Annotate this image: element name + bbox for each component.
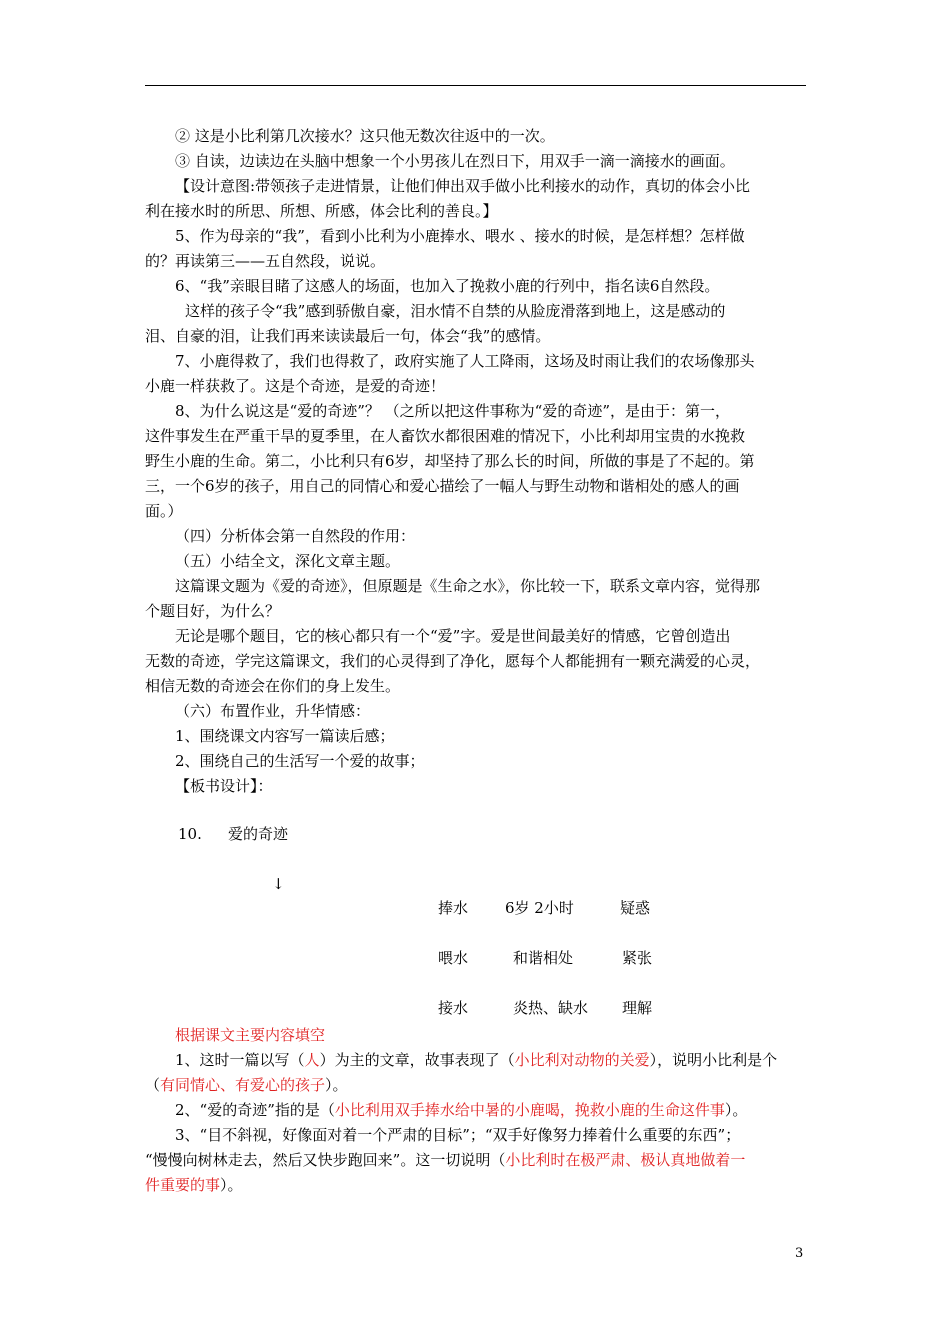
exercise-question-3-end: 件重要的事）。 bbox=[145, 1176, 243, 1194]
exercise-question-2: 2、“爱的奇迹”指的是（小比利用双手捧水给中暑的小鹿喝，挽救小鹿的生命这件事）。 bbox=[175, 1101, 748, 1119]
text-line: ② 这是小比利第几次接水？这只他无数次往返中的一次。 bbox=[175, 127, 555, 145]
board-cell: 喂水 bbox=[438, 949, 469, 967]
exercise-question-3-cont: “慢慢向树林走去，然后又快步跑回来”。这一切说明（小比利时在极严肃、极认真地做着一 bbox=[145, 1151, 746, 1169]
text-line: 泪、自豪的泪，让我们再来读读最后一句，体会“我”的感情。 bbox=[145, 327, 551, 345]
section-heading: （六）布置作业，升华情感： bbox=[175, 702, 371, 720]
text-line: 的？再读第三——五自然段，说说。 bbox=[145, 252, 386, 270]
section-heading: （四）分析体会第一自然段的作用： bbox=[175, 527, 416, 545]
header-rule bbox=[145, 85, 806, 86]
board-design-heading: 【板书设计】： bbox=[175, 777, 273, 795]
answer: 小比利用双手捧水给中暑的小鹿喝，挽救小鹿的生命这件事 bbox=[334, 1101, 725, 1119]
board-cell: 疑惑 bbox=[620, 899, 651, 917]
exercise-question-1: 1、这时一篇以写（人）为主的文章，故事表现了（小比利对动物的关爱），说明小比利是个 bbox=[175, 1051, 778, 1069]
section-heading: （五）小结全文，深化文章主题。 bbox=[175, 552, 401, 570]
design-intent-line: 【设计意图:带领孩子走进情景，让他们伸出双手做小比利接水的动作，真切的体会小比 bbox=[175, 177, 751, 195]
text-line: 面。） bbox=[145, 502, 183, 520]
exercise-question-1-cont: （有同情心、有爱心的孩子）。 bbox=[145, 1076, 348, 1094]
text-line: 6、“我”亲眼目睹了这感人的场面，也加入了挽救小鹿的行列中，指名读6自然段。 bbox=[175, 277, 720, 295]
board-cell: 和谐相处 bbox=[513, 949, 574, 967]
page-number: 3 bbox=[795, 1246, 804, 1261]
board-title: 爱的奇迹 bbox=[228, 825, 289, 843]
answer: 小比利对动物的关爱 bbox=[514, 1051, 650, 1069]
down-arrow-icon: ↓ bbox=[272, 875, 285, 893]
text-line: 野生小鹿的生命。第二，小比利只有6岁，却坚持了那么长的时间，所做的事是了不起的。第 bbox=[145, 452, 755, 470]
answer: 有同情心、有爱心的孩子 bbox=[160, 1076, 326, 1094]
homework-item: 1、围绕课文内容写一篇读后感； bbox=[175, 727, 395, 745]
text-line: 小鹿一样获救了。这是个奇迹，是爱的奇迹！ bbox=[145, 377, 446, 395]
exercise-heading: 根据课文主要内容填空 bbox=[175, 1026, 326, 1044]
board-cell: 炎热、缺水 bbox=[513, 999, 589, 1017]
text-line: 无论是哪个题目，它的核心都只有一个“爱”字。爱是世间最美好的情感，它曾创造出 bbox=[175, 627, 731, 645]
text-line: 这篇课文题为《爱的奇迹》，但原题是《生命之水》，你比较一下，联系文章内容，觉得那 bbox=[175, 577, 761, 595]
text-line: 这样的孩子令“我”感到骄傲自豪，泪水情不自禁的从脸庞滑落到地上，这是感动的 bbox=[185, 302, 726, 320]
homework-item: 2、围绕自己的生活写一个爱的故事； bbox=[175, 752, 425, 770]
board-title-number: 10. bbox=[178, 825, 202, 843]
text-line: 个题目好，为什么？ bbox=[145, 602, 281, 620]
text-line: 三，一个6岁的孩子，用自己的同情心和爱心描绘了一幅人与野生动物和谐相处的感人的画 bbox=[145, 477, 740, 495]
answer: 小比利时在极严肃、极认真地做着一 bbox=[505, 1151, 746, 1169]
text-line: ③ 自读，边读边在头脑中想象一个小男孩儿在烈日下，用双手一滴一滴接水的画面。 bbox=[175, 152, 735, 170]
answer: 人 bbox=[304, 1051, 320, 1069]
board-cell: 接水 bbox=[438, 999, 469, 1017]
answer: 件重要的事 bbox=[145, 1176, 221, 1194]
text-line: 7、小鹿得救了，我们也得救了，政府实施了人工降雨，这场及时雨让我们的农场像那头 bbox=[175, 352, 755, 370]
design-intent-line: 利在接水时的所思、所想、所感，体会比利的善良。】 bbox=[145, 202, 498, 220]
exercise-question-3: 3、“目不斜视，好像面对着一个严肃的目标”；“双手好像努力捧着什么重要的东西”； bbox=[175, 1126, 741, 1144]
board-cell: 6岁 2小时 bbox=[505, 899, 574, 917]
text-line: 这件事发生在严重干旱的夏季里，在人畜饮水都很困难的情况下，小比利却用宝贵的水挽救 bbox=[145, 427, 746, 445]
text-line: 5、作为母亲的“我”，看到小比利为小鹿捧水、喂水 、接水的时候，是怎样想？怎样做 bbox=[175, 227, 745, 245]
board-cell: 紧张 bbox=[622, 949, 653, 967]
text-line: 相信无数的奇迹会在你们的身上发生。 bbox=[145, 677, 401, 695]
text-line: 8、为什么说这是“爱的奇迹”？ （之所以把这件事称为“爱的奇迹”，是由于：第一， bbox=[175, 402, 730, 420]
text-line: 无数的奇迹，学完这篇课文，我们的心灵得到了净化，愿每个人都能拥有一颗充满爱的心灵， bbox=[145, 652, 761, 670]
board-cell: 捧水 bbox=[438, 899, 469, 917]
board-cell: 理解 bbox=[622, 999, 653, 1017]
